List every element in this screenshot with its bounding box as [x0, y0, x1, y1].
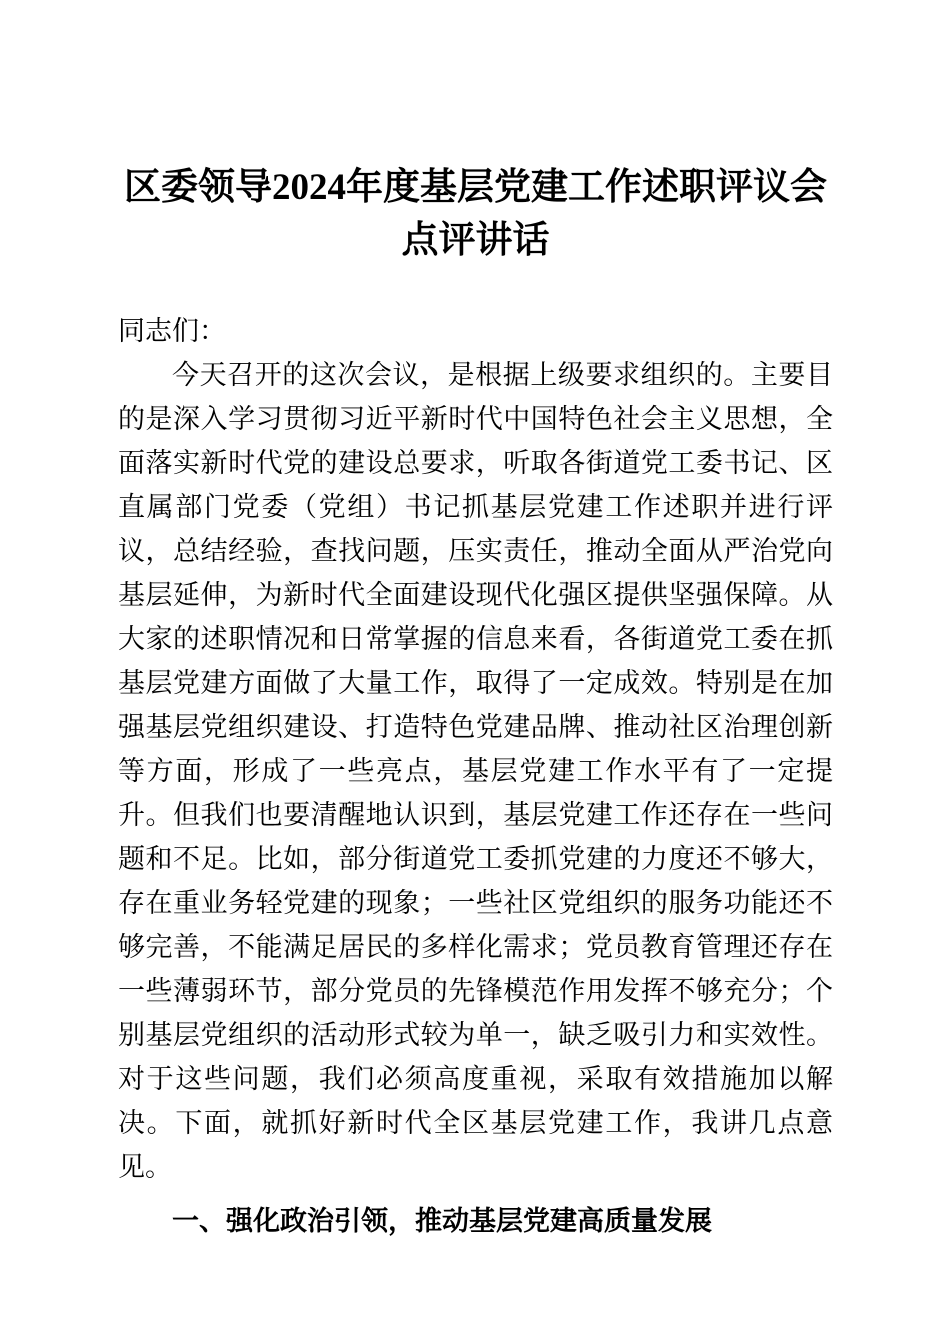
section-heading-1: 一、强化政治引领，推动基层党建高质量发展: [172, 1205, 712, 1236]
document-title: [118, 161, 833, 267]
document-title-line-2: 点评讲话: [401, 219, 550, 261]
body-paragraph: 今天召开的这次会议，是根据上级要求组织的。主要目的是深入学习贯彻习近平新时代中国特色社会主义思想，全面落实新时代党的建设总要求，听取各街道党工委书记、区直属部门党委（党组）书记抓基层党建工作述职并进行评议，总结经验，查找问题，压实责任，推动全面从严治党向基层延伸，为新时代全面建设现代化强区提供坚强保障。从大家的述职情况和日常掌握的信息来看，各街道党工委在抓基层党建方面做了大量工作，取得了一定成效。特别是在加强基层党组织建设、打造特色党建品牌、推动社区治理创新等方面，形成了一些亮点，基层党建工作水平有了一定提升。但我们也要清醒地认识到，基层党建工作还存在一些问题和不足。比如，部分街道党工委抓党建的力度还不够大，存在重业务轻党建的现象；一些社区党组织的服务功能还不够完善，不能满足居民的多样化需求；党员教育管理还存在一些薄弱环节，部分党员的先锋模范作用发挥不够充分；个别基层党组织的活动形式较为单一，缺乏吸引力和实效性。对于这些问题，我们必须高度重视，采取有效措施加以解决。下面，就抓好新时代全区基层党建工作，我讲几点意见。: [118, 359, 833, 1182]
document-body: [118, 309, 833, 1243]
salutation: 同志们：: [118, 315, 226, 346]
document-title-line-1: 区委领导2024年度基层党建工作述职评议会: [124, 166, 827, 208]
